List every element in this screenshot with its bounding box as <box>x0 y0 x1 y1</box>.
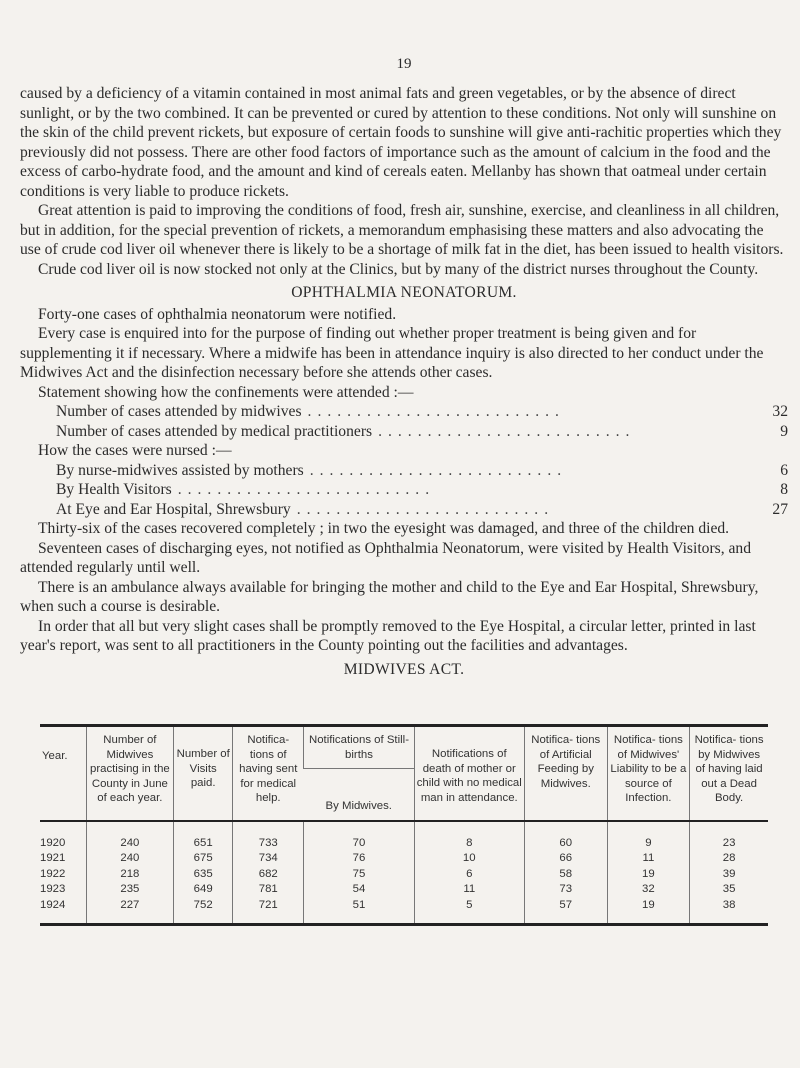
cell-dead-body: 35 <box>690 882 768 898</box>
statement-list <box>20 383 788 520</box>
header-dead-body: Notifica- tions by Midwives of having laid out a Dead Body. <box>690 726 768 821</box>
list-item-value: 32 <box>772 403 788 420</box>
table-row <box>40 882 768 898</box>
cell-medical-help: 781 <box>233 882 304 898</box>
table-row <box>40 867 768 883</box>
closing-paragraph-1: Thirty-six of the cases recovered completely ; in two the eyesight was damaged, and three of the children died. <box>38 520 730 537</box>
list-item <box>20 422 788 442</box>
header-artificial: Notifica- tions of Artificial Feeding by Midwives. <box>524 726 607 821</box>
closing-paragraph-4: In order that all but very slight cases shall be promptly removed to the Eye Hospital, a circular letter, printed in last year's report, was sent to all practitioners in the County pointing out the facilities and advantages. <box>20 617 756 654</box>
cell-medical-help: 733 <box>233 821 304 852</box>
list-item <box>20 402 788 422</box>
cell-year: 1922 <box>40 867 66 880</box>
cell-year: 1921 <box>40 852 66 864</box>
section-heading: OPHTHALMIA NEONATORUM. <box>291 284 517 301</box>
closing-paragraph-2: Seventeen cases of discharging eyes, not notified as Ophthalmia Neonatorum, were visited by Health Visitors, and attended regularly until well. <box>20 539 752 576</box>
cell-artificial: 57 <box>524 898 607 925</box>
list-item-label: By nurse-midwives assisted by mothers <box>56 461 304 479</box>
list-item-label: Number of cases attended by medical practitioners <box>56 422 373 440</box>
cell-liability: 19 <box>607 867 690 883</box>
cell-year: 1923 <box>40 883 66 895</box>
cell-visits: 752 <box>174 898 233 925</box>
header-medical-help: Notifica- tions of having sent for medical help. <box>233 726 304 821</box>
leader-dots: .......................... <box>296 500 555 518</box>
list-item-label: At Eye and Ear Hospital, Shrewsbury <box>56 500 291 518</box>
header-liability: Notifica- tions of Midwives' Liability to be a source of Infection. <box>607 726 690 821</box>
table-row <box>40 898 768 925</box>
cell-midwives: 227 <box>86 898 174 925</box>
cell-medical-help: 734 <box>233 851 304 867</box>
midwives-act-table <box>40 724 768 926</box>
cell-artificial: 60 <box>524 821 607 852</box>
cell-midwives: 240 <box>86 821 174 852</box>
cell-stillbirths: 70 <box>304 821 414 852</box>
intro-paragraph-1: caused by a deficiency of a vitamin contained in most animal fats and green vegetables, or by the absence of direct sunlight, or by the two combined. It can be prevented or cured by attention to these conditions. Not only will sunshine on the skin of the child prevent rickets, but exposure of certain foods to sunshine will give anti-rachitic properties which they previously did not possess. There are other food factors of importance such as the amount of calcium in the food and the excess of carbo-hydrate food, and the amount and kind of cereals eaten. Mellanby has shown that oatmeal under certain conditions is very liable to produce rickets. <box>20 85 782 200</box>
table-row <box>40 821 768 852</box>
intro-paragraph-3: Crude cod liver oil is now stocked not only at the Clinics, but by many of the district nurses throughout the County. <box>38 260 759 278</box>
cell-visits: 675 <box>174 851 233 867</box>
leader-dots: .......................... <box>378 422 636 440</box>
cell-midwives: 218 <box>86 867 174 883</box>
header-stillbirths-sub: By Midwives. <box>304 769 414 821</box>
list-item-value: 9 <box>780 422 788 440</box>
closing-paragraph-3: There is an ambulance always available for bringing the mother and child to the Eye and Ear Hospital, Shrewsbury, when such a course is desirable. <box>20 578 759 615</box>
cell-liability: 32 <box>607 882 690 898</box>
leader-dots: .......................... <box>307 403 565 420</box>
table-heading: MIDWIVES ACT. <box>343 660 465 678</box>
cell-artificial: 66 <box>524 851 607 867</box>
cell-medical-help: 721 <box>233 898 304 925</box>
header-year: Year. <box>40 726 86 821</box>
cell-visits: 649 <box>174 882 233 898</box>
list-item-value: 6 <box>780 461 788 479</box>
cell-death: 11 <box>414 882 524 898</box>
list-item <box>20 500 788 520</box>
cell-medical-help: 682 <box>233 867 304 883</box>
cell-death: 8 <box>414 821 524 852</box>
cell-dead-body: 23 <box>690 821 768 852</box>
cell-liability: 19 <box>607 898 690 925</box>
list-item-label: By Health Visitors <box>56 481 172 498</box>
list-item-label: Number of cases attended by midwives <box>56 403 302 420</box>
cell-death: 5 <box>414 898 524 925</box>
cell-death: 10 <box>414 851 524 867</box>
cell-artificial: 58 <box>524 867 607 883</box>
cell-stillbirths: 54 <box>304 882 414 898</box>
leader-dots: .......................... <box>177 481 436 498</box>
cell-liability: 9 <box>607 821 690 852</box>
header-midwives: Number of Midwives practising in the County in June of each year. <box>86 726 174 821</box>
cell-midwives: 235 <box>86 882 174 898</box>
cell-midwives: 240 <box>86 851 174 867</box>
header-stillbirths-group: Notifications of Still-births <box>304 726 414 769</box>
list-item <box>20 480 788 500</box>
page-number: 19 <box>396 56 412 72</box>
midwives-act-table-wrapper <box>40 724 768 926</box>
list-item-value: 27 <box>772 500 788 518</box>
leader-dots: .......................... <box>309 461 568 479</box>
cell-dead-body: 28 <box>690 851 768 867</box>
ophthalmia-paragraph-2: Every case is enquired into for the purpose of finding out whether proper treatment is being given and for supplementing it if necessary. Where a midwife has been in attendance inquiry is also directed to her conduct under the Midwives Act and the disinfection necessary before she attends other cases. <box>20 325 764 381</box>
cell-artificial: 73 <box>524 882 607 898</box>
nursed-intro: How the cases were nursed :— <box>38 442 232 459</box>
cell-dead-body: 38 <box>690 898 768 925</box>
header-visits: Number of Visits paid. <box>174 726 233 821</box>
cell-dead-body: 39 <box>690 867 768 883</box>
list-item <box>20 461 788 481</box>
cell-stillbirths: 75 <box>304 867 414 883</box>
intro-paragraph-2: Great attention is paid to improving the conditions of food, fresh air, sunshine, exercise, and cleanliness in all children, but in addition, for the special prevention of rickets, a memorandum emphasising these matters and also advocating the use of crude cod liver oil whenever there is likely to be a shortage of milk fat in the diet, has been issued to health visitors. <box>20 202 784 258</box>
cell-death: 6 <box>414 867 524 883</box>
cell-visits: 651 <box>174 821 233 852</box>
cell-stillbirths: 76 <box>304 851 414 867</box>
table-row <box>40 851 768 867</box>
ophthalmia-paragraph-1: Forty-one cases of ophthalmia neonatorum were notified. <box>38 305 397 323</box>
cell-visits: 635 <box>174 867 233 883</box>
header-death: Notifications of death of mother or child with no medical man in attendance. <box>414 726 524 821</box>
cell-year: 1924 <box>40 898 66 911</box>
list-item-value: 8 <box>780 481 788 498</box>
statement-intro: Statement showing how the confinements were attended :— <box>38 383 414 401</box>
cell-year: 1920 <box>40 836 66 849</box>
document-page <box>20 0 788 681</box>
cell-stillbirths: 51 <box>304 898 414 925</box>
cell-liability: 11 <box>607 851 690 867</box>
